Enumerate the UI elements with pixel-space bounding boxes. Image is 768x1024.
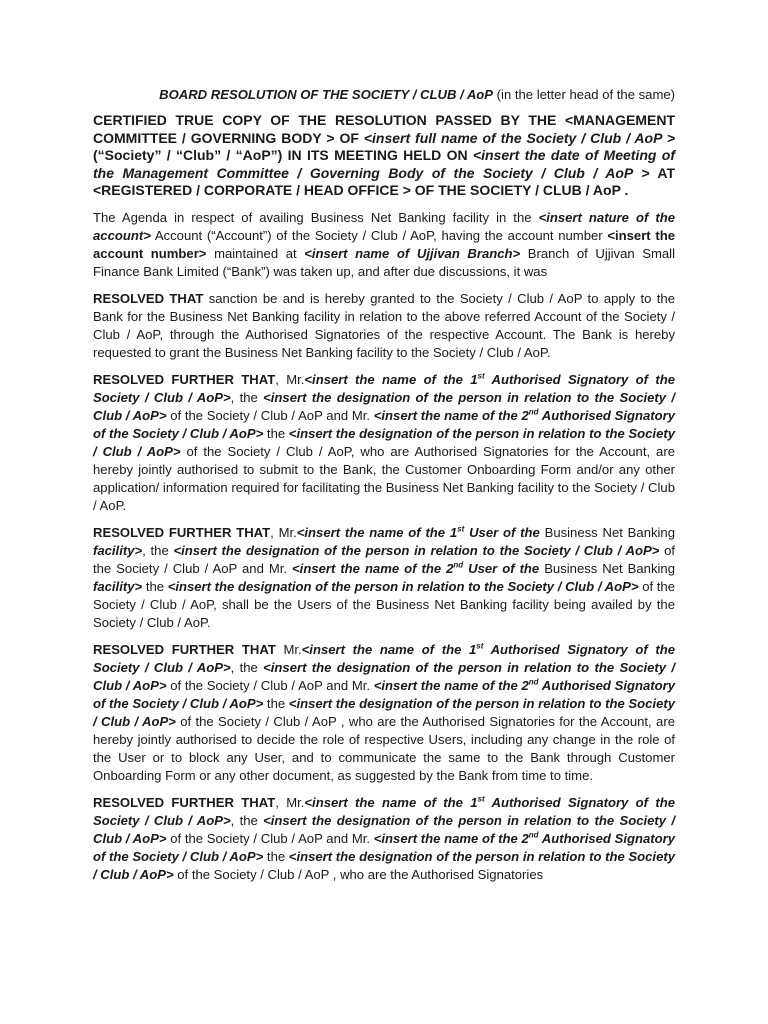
- placeholder-signatory-2-text: <insert the name of the 2: [373, 677, 529, 693]
- resolution-1-text: sanction be and is hereby granted to the Society / Club / AoP to apply to the Bank for the Business Net Banking facility in relation to the above referred Account of the Society / Club / AoP, through the Authorised Signatories of the respective Account. The Bank is hereby requested to grant the Business Net Banking facility to the Society / Club / AoP.: [93, 290, 675, 360]
- certified-heading: [93, 112, 675, 200]
- resolution-1: [93, 290, 675, 362]
- placeholder-branch: <insert name of Ujjivan Branch>: [304, 245, 521, 261]
- placeholder-signatory-2-text: <insert the name of the 2: [373, 830, 529, 846]
- placeholder-designation-1: <insert the designation of the person in relation to the Society / Club / AoP>: [93, 659, 676, 693]
- placeholder-user-2-rest: User of the: [463, 560, 540, 576]
- placeholder-designation-2: <insert the designation of the person in relation to the Society / Club / AoP>: [93, 425, 675, 459]
- placeholder-signatory-1-rest: Authorised Signatory of the Society / Club / AoP>: [93, 371, 676, 405]
- placeholder-signatory-1-rest: Authorised Signatory of the Society / Club / AoP>: [93, 641, 675, 675]
- agenda-text-e: maintained at: [206, 245, 305, 261]
- placeholder-user-1: [297, 525, 540, 540]
- placeholder-user-2-end: facility>: [93, 578, 143, 594]
- ordinal-sup: nd: [528, 677, 539, 687]
- resolution-2: [93, 371, 675, 515]
- resolution-2-text-k: of the Society / Club / AoP, who are Authorised Signatories for the Account, are hereby jointly authorised to submit to the Bank, the Customer Onboarding Form and/or any other application/ information required for facilitating the Business Net Banking facility to the Society / Club / AoP.: [93, 443, 675, 513]
- placeholder-designation-1: <insert the designation of the person in relation to the Society / Club / AoP>: [173, 542, 660, 558]
- placeholder-signatory-1-text: <insert the name of the 1: [304, 371, 478, 387]
- resolution-5-text-a: , Mr.: [275, 794, 305, 810]
- resolution-4: [93, 641, 675, 785]
- resolution-3-text-m: the: [142, 578, 168, 594]
- placeholder-user-1-end: facility>: [93, 542, 143, 558]
- placeholder-user-2: [292, 561, 539, 576]
- resolution-4-text-k: of the Society / Club / AoP , who are the Authorised Signatories for the Account, are hereby jointly authorised to decide the role of respective Users, including any change in the role of the User or to block any User, and to communicate the same to the Bank through Customer Onboarding Form or any other document, as suggested by the Bank from time to time.: [93, 713, 675, 783]
- title-bold: BOARD RESOLUTION OF THE SOCIETY / CLUB / AoP: [159, 87, 494, 102]
- resolution-3-text-o: of the Society / Club / AoP, shall be the Users of the Business Net Banking facility being availed by the Society / Club / AoP.: [93, 578, 675, 630]
- resolution-3-text-d: Business Net Banking: [539, 524, 675, 540]
- placeholder-user-2-text: <insert the name of the 2: [292, 560, 454, 576]
- resolution-4-text-i: the: [263, 695, 289, 711]
- resolution-2-lead: RESOLVED FURTHER THAT: [93, 371, 276, 387]
- certified-placeholder-name: <insert full name of the Society / Club / AoP >: [363, 129, 675, 146]
- placeholder-designation-2: <insert the designation of the person in relation to the Society / Club / AoP>: [93, 848, 675, 882]
- certified-text-a: CERTIFIED TRUE COPY OF THE RESOLUTION PASSED BY THE <MANAGEMENT COMMITTEE / GOVERNING BODY > OF: [93, 112, 675, 146]
- resolution-4-text-d: , the: [230, 659, 264, 675]
- resolution-3-text-a: , Mr.: [270, 524, 297, 540]
- resolution-2-text-f: of the Society / Club / AoP and Mr.: [166, 407, 374, 423]
- resolution-4-text-a: Mr.: [275, 641, 302, 657]
- resolution-3-text-h: of the Society / Club / AoP and Mr.: [93, 542, 676, 576]
- placeholder-designation-1: <insert the designation of the person in relation to the Society / Club / AoP>: [93, 389, 676, 423]
- resolution-5-text-i: the: [263, 848, 289, 864]
- placeholder-account-nature: <insert nature of the account>: [93, 209, 676, 243]
- resolution-3-text-k: Business Net Banking: [539, 560, 675, 576]
- resolution-4-lead: RESOLVED FURTHER THAT: [93, 641, 276, 657]
- document-title: [93, 86, 675, 104]
- ordinal-sup: nd: [528, 830, 539, 840]
- resolution-3-lead: RESOLVED FURTHER THAT: [93, 524, 271, 540]
- ordinal-sup: st: [477, 794, 485, 804]
- resolution-2-text-i: the: [263, 425, 289, 441]
- placeholder-signatory-1-text: <insert the name of the 1: [304, 794, 478, 810]
- resolution-5-text-f: of the Society / Club / AoP and Mr.: [166, 830, 374, 846]
- placeholder-designation-2: <insert the designation of the person in relation to the Society / Club / AoP>: [93, 695, 675, 729]
- agenda-text-g: Branch of Ujjivan Small Finance Bank Limited (“Bank”) was taken up, and after due discussions, it was: [93, 245, 675, 279]
- placeholder-user-1-rest: User of the: [464, 524, 540, 540]
- resolution-5-lead: RESOLVED FURTHER THAT: [93, 794, 276, 810]
- placeholder-designation-2: <insert the designation of the person in relation to the Society / Club / AoP>: [167, 578, 639, 594]
- placeholder-signatory-2-rest: Authorised Signatory of the Society / Club / AoP>: [93, 830, 675, 864]
- ordinal-sup: st: [457, 524, 465, 534]
- ordinal-sup: st: [477, 371, 485, 381]
- placeholder-signatory-2-rest: Authorised Signatory of the Society / Club / AoP>: [93, 677, 675, 711]
- certified-text-c: (“Society” / “Club” / “AoP”) IN ITS MEETING HELD ON: [93, 147, 473, 164]
- agenda-text-a: The Agenda in respect of availing Business Net Banking facility in the: [93, 209, 539, 225]
- title-note: (in the letter head of the same): [493, 87, 675, 102]
- resolution-1-lead: RESOLVED THAT: [93, 290, 204, 306]
- resolution-2-text-a: , Mr.: [275, 371, 305, 387]
- resolution-5-text-d: , the: [230, 812, 264, 828]
- ordinal-sup: st: [476, 641, 484, 651]
- resolution-3: [93, 524, 675, 632]
- placeholder-signatory-2-text: <insert the name of the 2: [373, 407, 529, 423]
- agenda-paragraph: [93, 209, 675, 281]
- placeholder-signatory-1-rest: Authorised Signatory of the Society / Club / AoP>: [93, 794, 676, 828]
- placeholder-signatory-1-text: <insert the name of the 1: [301, 641, 477, 657]
- ordinal-sup: nd: [528, 407, 539, 417]
- resolution-3-text-f: , the: [142, 542, 174, 558]
- placeholder-signatory-2-rest: Authorised Signatory of the Society / Club / AoP>: [93, 407, 675, 441]
- agenda-text-c: Account (“Account”) of the Society / Club / AoP, having the account number: [150, 227, 608, 243]
- resolution-4-text-f: of the Society / Club / AoP and Mr.: [166, 677, 374, 693]
- placeholder-designation-1: <insert the designation of the person in relation to the Society / Club / AoP>: [93, 812, 676, 846]
- document-page: [93, 86, 675, 893]
- resolution-5-text-k: of the Society / Club / AoP , who are the Authorised Signatories: [173, 866, 544, 882]
- ordinal-sup: nd: [453, 560, 464, 570]
- certified-placeholder-date: <insert the date of Meeting of the Management Committee / Governing Body of the Society / Club / AoP >: [93, 147, 675, 181]
- certified-text-e: AT <REGISTERED / CORPORATE / HEAD OFFICE > OF THE SOCIETY / CLUB / AoP .: [93, 164, 675, 199]
- placeholder-account-number: <insert the account number>: [93, 227, 675, 261]
- resolution-5: [93, 794, 675, 884]
- placeholder-user-1-text: <insert the name of the 1: [296, 524, 458, 540]
- resolution-2-text-d: , the: [230, 389, 264, 405]
